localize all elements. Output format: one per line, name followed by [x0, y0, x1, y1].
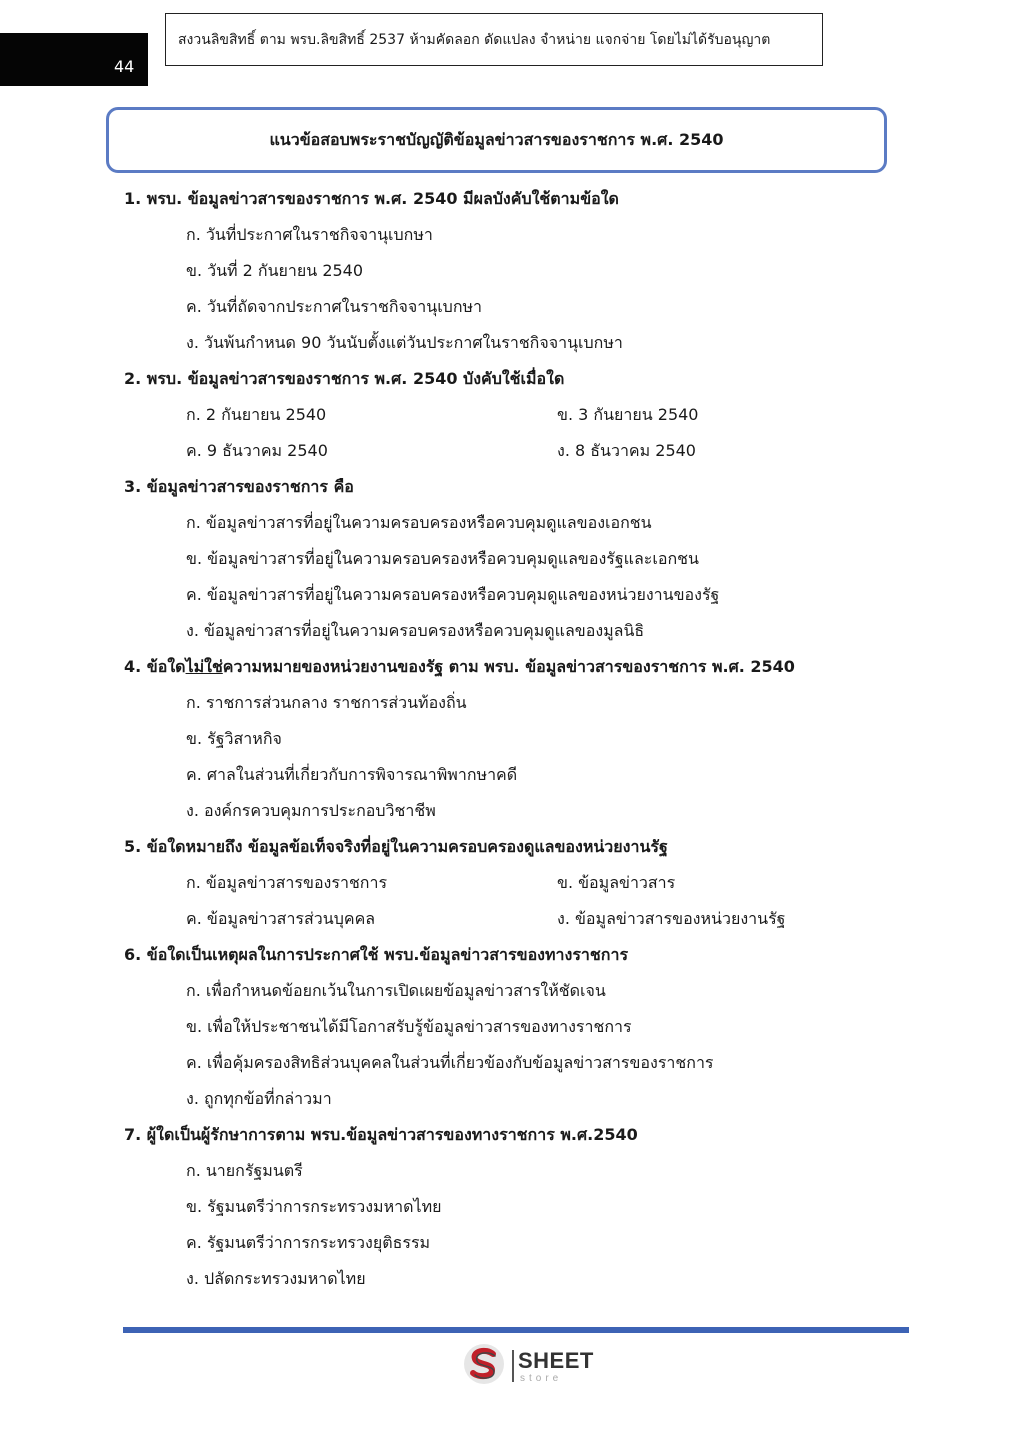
choice-2b: ข. 3 กันยายน 2540	[557, 405, 699, 424]
choice-2d: ง. 8 ธันวาคม 2540	[557, 441, 696, 460]
choice-1d: ง. วันพ้นกำหนด 90 วันนับตั้งแต่วันประกาศในราชกิจจานุเบกษา	[186, 333, 623, 352]
question-4-prefix: 4. ข้อใด	[124, 657, 186, 676]
choice-1c: ค. วันที่ถัดจากประกาศในราชกิจจานุเบกษา	[186, 297, 483, 316]
choice-4c: ค. ศาลในส่วนที่เกี่ยวกับการพิจารณาพิพากษาคดี	[186, 765, 518, 784]
choice-5d: ง. ข้อมูลข่าวสารของหน่วยงานรัฐ	[557, 909, 786, 928]
question-5: 5. ข้อใดหมายถึง ข้อมูลข้อเท็จจริงที่อยู่ในความครอบครองดูแลของหน่วยงานรัฐ	[124, 837, 668, 856]
choice-3d: ง. ข้อมูลข่าวสารที่อยู่ในความครอบครองหรือควบคุมดูแลของมูลนิธิ	[186, 621, 645, 640]
choice-7c: ค. รัฐมนตรีว่าการกระทรวงยุติธรรม	[186, 1233, 431, 1252]
question-7: 7. ผู้ใดเป็นผู้รักษาการตาม พรบ.ข้อมูลข่าวสารของทางราชการ พ.ศ.2540	[124, 1125, 638, 1144]
choice-6c: ค. เพื่อคุ้มครองสิทธิส่วนบุคคลในส่วนที่เกี่ยวข้องกับข้อมูลข่าวสารของราชการ	[186, 1053, 714, 1072]
choice-4d: ง. องค์กรควบคุมการประกอบวิชาชีพ	[186, 801, 436, 820]
question-4-rest: ความหมายของหน่วยงานของรัฐ ตาม พรบ. ข้อมูลข่าวสารของราชการ พ.ศ. 2540	[222, 657, 795, 676]
question-1: 1. พรบ. ข้อมูลข่าวสารของราชการ พ.ศ. 2540 มีผลบังคับใช้ตามข้อใด	[124, 189, 619, 208]
sheet-store-logo-icon	[462, 1342, 506, 1386]
choice-5c: ค. ข้อมูลข่าวสารส่วนบุคคล	[186, 909, 376, 928]
choice-2a: ก. 2 กันยายน 2540	[186, 405, 327, 424]
page-number: 44	[114, 57, 135, 76]
choice-3a: ก. ข้อมูลข่าวสารที่อยู่ในความครอบครองหรือควบคุมดูแลของเอกชน	[186, 513, 652, 532]
choice-7b: ข. รัฐมนตรีว่าการกระทรวงมหาดไทย	[186, 1197, 442, 1216]
question-6: 6. ข้อใดเป็นเหตุผลในการประกาศใช้ พรบ.ข้อมูลข่าวสารของทางราชการ	[124, 945, 629, 964]
choice-5a: ก. ข้อมูลข่าวสารของราชการ	[186, 873, 388, 892]
choice-4a: ก. ราชการส่วนกลาง ราชการส่วนท้องถิ่น	[186, 693, 467, 712]
question-4-emphasis: ไม่ใช่	[185, 657, 223, 676]
sheet-store-logo	[462, 1342, 612, 1388]
choice-3b: ข. ข้อมูลข่าวสารที่อยู่ในความครอบครองหรือควบคุมดูแลของรัฐและเอกชน	[186, 549, 699, 568]
choice-6a: ก. เพื่อกำหนดข้อยกเว้นในการเปิดเผยข้อมูลข่าวสารให้ชัดเจน	[186, 981, 606, 1000]
choice-7d: ง. ปลัดกระทรวงมหาดไทย	[186, 1269, 366, 1288]
logo-divider	[512, 1350, 514, 1382]
choice-6d: ง. ถูกทุกข้อที่กล่าวมา	[186, 1089, 332, 1108]
question-2: 2. พรบ. ข้อมูลข่าวสารของราชการ พ.ศ. 2540 บังคับใช้เมื่อใด	[124, 369, 565, 388]
page-number-box	[0, 33, 148, 86]
question-3: 3. ข้อมูลข่าวสารของราชการ คือ	[124, 477, 354, 496]
choice-4b: ข. รัฐวิสาหกิจ	[186, 729, 282, 748]
choice-1a: ก. วันที่ประกาศในราชกิจจานุเบกษา	[186, 225, 433, 244]
question-4	[124, 655, 795, 680]
choice-2c: ค. 9 ธันวาคม 2540	[186, 441, 328, 460]
choice-1b: ข. วันที่ 2 กันยายน 2540	[186, 261, 364, 280]
logo-text: SHEET	[518, 1348, 594, 1373]
choice-7a: ก. นายกรัฐมนตรี	[186, 1161, 303, 1180]
page-title: แนวข้อสอบพระราชบัญญัติข้อมูลข่าวสารของราชการ พ.ศ. 2540	[106, 107, 887, 173]
choice-6b: ข. เพื่อให้ประชาชนได้มีโอกาสรับรู้ข้อมูลข่าวสารของทางราชการ	[186, 1017, 632, 1036]
logo-subtext: store	[520, 1373, 563, 1384]
choice-3c: ค. ข้อมูลข่าวสารที่อยู่ในความครอบครองหรือควบคุมดูแลของหน่วยงานของรัฐ	[186, 585, 720, 604]
copyright-notice: สงวนลิขสิทธิ์ ตาม พรบ.ลิขสิทธิ์ 2537 ห้ามคัดลอก ดัดแปลง จำหน่าย แจกจ่าย โดยไม่ได้รับอนุญาต	[165, 13, 823, 66]
footer-divider	[123, 1327, 909, 1333]
choice-5b: ข. ข้อมูลข่าวสาร	[557, 873, 676, 892]
